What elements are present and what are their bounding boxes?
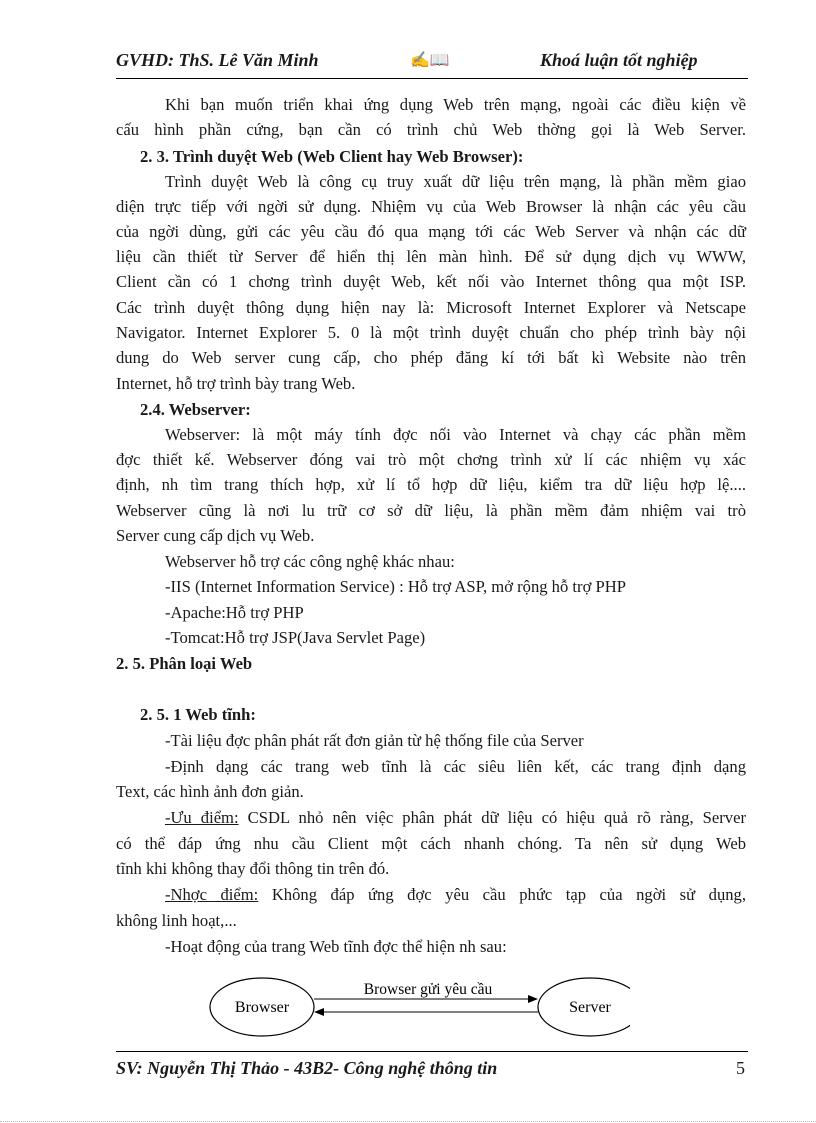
section-heading: 2. 3. Trình duyệt Web (Web Client hay Web Browser):	[140, 147, 524, 166]
browser-server-diagram	[200, 975, 630, 1045]
paragraph-line: liệu cần thiết từ Server để hiển thị lên màn hình. Để sử dụng dịch vụ WWW,	[116, 247, 746, 266]
section-heading: 2.4. Webserver:	[140, 400, 251, 419]
disadvantage-text: Không đáp ứng đợc yêu cầu phức tạp của ngời sử dụng,	[258, 885, 746, 904]
paragraph-line: -Hoạt động của trang Web tĩnh đợc thể hiện nh sau:	[165, 937, 507, 956]
list-item: -Định dạng các trang web tĩnh là các siêu liên kết, các trang định dạng	[165, 757, 746, 776]
paragraph-line: Các trình duyệt thông dụng hiện nay là: Microsoft Internet Explorer và Netscape	[116, 298, 746, 317]
paragraph-line: Client cần có 1 chơng trình duyệt Web, kết nối vào Internet thông qua một ISP.	[116, 272, 746, 291]
disadvantage-label: -Nhợc điểm:	[165, 885, 259, 904]
paragraph-line: Internet, hỗ trợ trình bày trang Web.	[116, 374, 356, 393]
footer-student: SV: Nguyễn Thị Thảo - 43B2- Công nghệ thông tin	[116, 1058, 498, 1078]
advantage-text: CSDL nhỏ nên việc phân phát dữ liệu có hiệu quả rõ ràng, Server	[238, 808, 746, 827]
request-arrow-label: Browser gửi yêu cầu	[363, 981, 493, 998]
book-logo-icon: ✍📖	[410, 52, 450, 69]
subsection-heading: 2. 5. 1 Web tĩnh:	[140, 705, 256, 724]
request-arrowhead-icon	[528, 995, 538, 1003]
paragraph-line: Server cung cấp dịch vụ Web.	[116, 526, 315, 545]
response-arrowhead-icon	[314, 1008, 324, 1016]
section-heading: 2. 5. Phân loại Web	[116, 654, 253, 673]
page-number: 5	[736, 1058, 745, 1078]
header-divider	[116, 78, 748, 79]
paragraph-line: Webserver: là một máy tính đợc nối vào Internet và chạy các phần mềm	[165, 425, 746, 444]
list-item: -Tomcat:Hỗ trợ JSP(Java Servlet Page)	[165, 628, 426, 647]
disadvantage-line	[165, 883, 746, 907]
header-advisor: GVHD: ThS. Lê Văn Minh	[116, 50, 319, 70]
paragraph-line: tĩnh khi không thay đổi thông tin trên đó.	[116, 859, 390, 878]
footer-divider	[116, 1051, 748, 1052]
paragraph-line: của ngời dùng, gửi các yêu cầu đó qua mạng tới các Web Server và nhận các dữ	[116, 222, 746, 241]
paragraph-line: Navigator. Internet Explorer 5. 0 là một trình duyệt chuẩn cho phép trình bày nội	[116, 323, 746, 342]
paragraph-line: Webserver hỗ trợ các công nghệ khác nhau:	[165, 552, 455, 571]
paragraph-line: không linh hoạt,...	[116, 911, 237, 930]
paragraph-line: Webserver cũng là nơi lu trữ cơ sở dữ liệu, là phần mềm đảm nhiệm vai trò	[116, 501, 746, 520]
advantage-label: -Ưu điểm:	[165, 808, 239, 827]
paragraph-line: dung do Web server cung cấp, cho phép đăng kí tới bất kì Website nào trên	[116, 348, 746, 367]
paragraph-line: có thể đáp ứng nhu cầu Client một cách nhanh chóng. Ta nên sử dụng Web	[116, 834, 746, 853]
paragraph-line: đợc thiết kế. Webserver đóng vai trò một chơng trình xử lí các nhiệm vụ xác	[116, 450, 746, 469]
browser-node-label: Browser	[234, 999, 290, 1016]
paragraph-line: diện trực tiếp với ngời sử dụng. Nhiệm vụ của Web Browser là nhận các yêu cầu	[116, 197, 746, 216]
list-item: -Apache:Hỗ trợ PHP	[165, 603, 304, 622]
header-thesis-title: Khoá luận tốt nghiệp	[540, 50, 698, 70]
paragraph-line: Text, các hình ảnh đơn giản.	[116, 782, 304, 801]
paragraph-line: Trình duyệt Web là công cụ truy xuất dữ liệu trên mạng, là phần mềm giao	[165, 172, 746, 191]
server-node-label: Server	[569, 999, 611, 1016]
list-item: -Tài liệu đợc phân phát rất đơn giản từ hệ thống file của Server	[165, 731, 584, 750]
paragraph-line: cấu hình phần cứng, bạn cần có trình chủ Web thờng gọi là Web Server.	[116, 120, 746, 139]
list-item: -IIS (Internet Information Service) : Hỗ trợ ASP, mở rộng hỗ trợ PHP	[165, 577, 626, 596]
paragraph-line: Khi bạn muốn triển khai ứng dụng Web trên mạng, ngoài các điều kiện về	[165, 95, 746, 114]
paragraph-line: định, nh tìm trang thích hợp, xử lí tổ hợp dữ liệu, kiểm tra dữ liệu hợp lệ....	[116, 475, 746, 494]
advantage-line	[165, 806, 746, 830]
